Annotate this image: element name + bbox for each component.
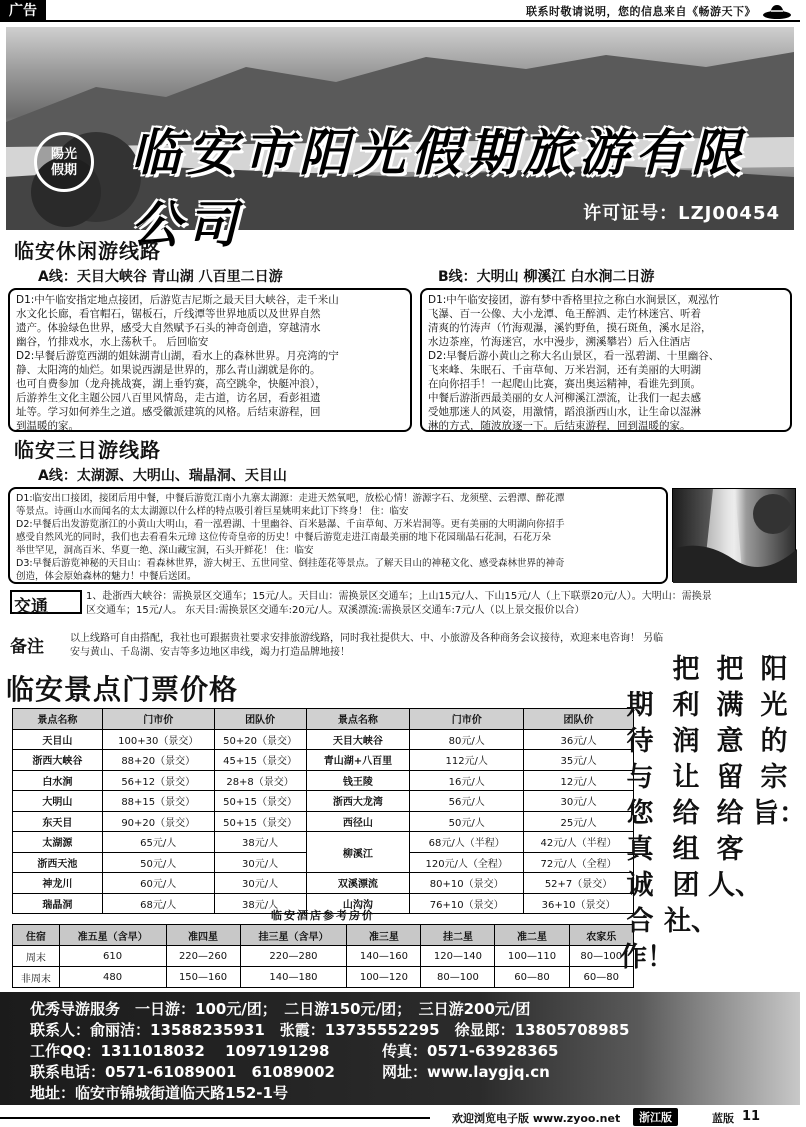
itinerary-line: 清爽的竹涛声（竹海观瀑，溪钓野鱼，摸石斑鱼，溪水足浴， bbox=[428, 322, 712, 334]
table-cell: 112元/人 bbox=[410, 750, 524, 771]
table-cell: 神龙川 bbox=[13, 873, 103, 894]
table-cell: 大明山 bbox=[13, 791, 103, 812]
itinerary-line: D2:早餐后游小黄山之称大名山景区，看一泓碧湖、十里幽谷、 bbox=[428, 350, 720, 362]
table-cell: 浙西大峡谷 bbox=[13, 750, 103, 771]
table-cell: 80+10（景交） bbox=[410, 873, 524, 894]
transport-line: 区交通车；15元/人。 东天目:需换景区交通车:20元/人。双溪漂流:需换景区交通车:7元/人（以上景交报价以合） bbox=[86, 605, 585, 616]
table-cell: 非周末 bbox=[13, 967, 60, 988]
table-cell: 220—280 bbox=[240, 946, 347, 967]
table-row bbox=[13, 770, 634, 791]
slogan-column: 把满意留给客人、 bbox=[708, 654, 762, 901]
phone-numbers: 联系电话：0571-61089001 61089002 bbox=[30, 1063, 335, 1081]
itinerary-line: 也可自费参加（龙舟挑战赛，湖上垂钓赛，高空跳伞，快艇冲浪）， bbox=[16, 378, 326, 390]
table-cell: 50元/人 bbox=[410, 811, 524, 832]
itinerary-line: 创造，体会原始森林的魅力！中餐后送团。 bbox=[16, 571, 197, 582]
itinerary-line: 址等。学习如何养生之道。感受徽派建筑的风格。后结束游程，回 bbox=[16, 406, 321, 418]
table-cell: 浙西大龙湾 bbox=[306, 791, 410, 812]
column-header: 挂三星（含早） bbox=[240, 925, 347, 946]
itinerary-line: 举世罕见，洞高百米、华夏一绝、深山藏宝洞，石头开鲜花！ 住：临安 bbox=[16, 545, 314, 556]
itinerary-line: 飞来峰、朱眠石、千亩草甸、万米岩洞，还有美丽的大明湖 bbox=[428, 364, 701, 376]
table-cell: 天目大峡谷 bbox=[306, 729, 410, 750]
route-b-itinerary bbox=[420, 288, 792, 432]
company-logo bbox=[34, 132, 94, 192]
route-a-title: A线：天目大峡谷 青山湖 八百里二日游 bbox=[38, 269, 283, 285]
table-cell: 25元/人 bbox=[524, 811, 634, 832]
table-cell: 天目山 bbox=[13, 729, 103, 750]
table-cell: 50+20（景交） bbox=[214, 729, 306, 750]
notes-label: 备注 bbox=[10, 637, 44, 657]
ticket-prices-title: 临安景点门票价格 bbox=[6, 673, 239, 706]
itinerary-line: 水边茶座，竹海迷宫，水中漫步，溯溪攀岩）后入住酒店 bbox=[428, 336, 691, 348]
table-cell: 76+10（景交） bbox=[410, 893, 524, 914]
page-number: 11 bbox=[742, 1109, 761, 1124]
table-cell: 150—160 bbox=[166, 967, 240, 988]
column-header: 团队价 bbox=[524, 709, 634, 730]
work-qq: 工作QQ：1311018032 1097191298 bbox=[30, 1042, 330, 1060]
logo-text-bottom: 假期 bbox=[50, 163, 77, 178]
table-cell: 38元/人 bbox=[214, 893, 306, 914]
table-cell: 120—140 bbox=[421, 946, 495, 967]
table-cell: 35元/人 bbox=[524, 750, 634, 771]
itinerary-line: 静、太阳湾的灿烂。如果说西湖是世界的，那么青山湖就是你的。 bbox=[16, 364, 321, 376]
table-cell: 88+20（景交） bbox=[102, 750, 214, 771]
itinerary-line: D1:中午临安接团，游有梦中香格里拉之称白水涧景区，观泓竹 bbox=[428, 294, 720, 306]
table-cell: 610 bbox=[59, 946, 166, 967]
table-cell: 30元/人 bbox=[524, 791, 634, 812]
table-cell: 28+8（景交） bbox=[214, 770, 306, 791]
table-cell: 100—110 bbox=[495, 946, 569, 967]
column-header: 农家乐 bbox=[569, 925, 634, 946]
notes-line: 以上线路可自由搭配，我社也可跟据贵社要求安排旅游线路，同时我社提供大、中、小旅游及各种商务会议接待，欢迎来电咨询！ 另临 bbox=[70, 633, 664, 644]
itinerary-line: 感受自然风光的同时，我们也去看看朱元璋 这位传奇皇帝的历史！中餐后游览走进江南最美丽的地下花园瑞晶石花洞，石花万朵 bbox=[16, 532, 552, 543]
table-cell: 140—180 bbox=[240, 967, 347, 988]
license-number: 许可证号：LZJ00454 bbox=[583, 203, 780, 224]
itinerary-line: D3:早餐后游览神秘的天目山：看森林世界，游大树王、五世同堂、倒挂莲花等景点。了解天目山的神秘文化、感受森林世界的神奇 bbox=[16, 558, 565, 569]
itinerary-line: D1:临安出口接团，接团后用中餐，中餐后游览江南小九寨太湖源：走进天然氧吧，放松心情！游源字石、龙须壁、云碧潭、醉花潭 bbox=[16, 493, 565, 504]
fax-number: 传真：0571-63928365 bbox=[382, 1042, 559, 1060]
column-header: 门市价 bbox=[410, 709, 524, 730]
three-day-routes-title: 临安三日游线路 bbox=[14, 438, 161, 462]
slogan-column: 期待与您真诚合作！ bbox=[620, 690, 674, 973]
itinerary-line: 飞瀑、百一公像、大小龙潭、龟王醉洒、走竹林迷宫、听着 bbox=[428, 308, 701, 320]
table-cell: 65元/人 bbox=[102, 832, 214, 853]
table-cell: 白水涧 bbox=[13, 770, 103, 791]
table-cell: 瑞晶洞 bbox=[13, 893, 103, 914]
hotel-prices-title: 临安酒店参考房价 bbox=[271, 909, 375, 922]
table-cell: 50+15（景交） bbox=[214, 811, 306, 832]
leisure-routes-title: 临安休闲游线路 bbox=[14, 239, 161, 263]
table-cell: 西径山 bbox=[306, 811, 410, 832]
column-header: 团队价 bbox=[214, 709, 306, 730]
column-header: 挂二星 bbox=[421, 925, 495, 946]
column-header: 准四星 bbox=[166, 925, 240, 946]
company-name: 临安市阳光假期旅游有限公司 bbox=[131, 123, 747, 254]
table-cell: 浙西天池 bbox=[13, 852, 103, 873]
table-cell: 68元/人（半程） bbox=[410, 832, 524, 853]
itinerary-line: 幽谷，竹排戏水，水上荡秋千。 后回临安 bbox=[16, 336, 209, 348]
hat-icon bbox=[762, 2, 792, 20]
table-cell: 东天目 bbox=[13, 811, 103, 832]
source-note: 联系时敬请说明，您的信息来自《畅游天下》 bbox=[526, 5, 756, 18]
itinerary-line: 遗产。体验绿色世界，感受大自然赋予石头的神奇创造，穿越清水 bbox=[16, 322, 321, 334]
slogan-column: 把利润让给组团社、 bbox=[664, 654, 718, 937]
divider bbox=[0, 1117, 430, 1119]
bottom-bar bbox=[0, 1108, 800, 1127]
contact-persons: 联系人：俞丽洁：13588235931 张霞：13735552295 徐显郎：13805708985 bbox=[30, 1021, 630, 1039]
table-cell: 72元/人（全程） bbox=[524, 852, 634, 873]
page-tag: 蓝版 bbox=[712, 1112, 734, 1125]
table-row bbox=[13, 729, 634, 750]
table-cell: 16元/人 bbox=[410, 770, 524, 791]
table-cell: 80元/人 bbox=[410, 729, 524, 750]
table-cell: 50+15（景交） bbox=[214, 791, 306, 812]
table-cell: 36元/人 bbox=[524, 729, 634, 750]
transport-info bbox=[86, 590, 794, 618]
itinerary-line: 淋的方式，随波放逐一下。后结束游程，回到温暖的家。 bbox=[428, 420, 691, 432]
itinerary-line: 后游养生文化主题公园八百里风情岛，走古道，访名居，看彭祖遗 bbox=[16, 392, 321, 404]
column-header: 准二星 bbox=[495, 925, 569, 946]
itinerary-line: 到温暖的家。 bbox=[16, 420, 79, 432]
hotel-price-table bbox=[12, 924, 634, 988]
itinerary-line: 受她那迷人的风姿，用激情，蹈浪浙西山水，让生命以湿淋 bbox=[428, 406, 701, 418]
table-row bbox=[13, 946, 634, 967]
slogan-column: 阳光的宗旨： bbox=[752, 654, 806, 829]
table-cell: 60—80 bbox=[569, 967, 634, 988]
table-cell: 42元/人（半程） bbox=[524, 832, 634, 853]
itinerary-line: D1:中午临安指定地点接团，后游览吉尼斯之最天目大峡谷，走千米山 bbox=[16, 294, 339, 306]
table-cell: 80—100 bbox=[421, 967, 495, 988]
itinerary-line: 水文化长廊，看官帽石，锯板石，斤线潭等世界地质以及世界自然 bbox=[16, 308, 321, 320]
three-day-route-a-title: A线：太湖源、大明山、瑞晶洞、天目山 bbox=[38, 468, 287, 484]
address: 地址：临安市锦城街道临天路152-1号 bbox=[30, 1084, 288, 1102]
table-cell: 钱王陵 bbox=[306, 770, 410, 791]
table-cell: 90+20（景交） bbox=[102, 811, 214, 832]
contact-footer bbox=[0, 992, 800, 1105]
table-cell: 100—120 bbox=[347, 967, 421, 988]
table-row bbox=[13, 832, 634, 853]
table-cell: 80—100 bbox=[569, 946, 634, 967]
table-header-row bbox=[13, 925, 634, 946]
waterfall-image bbox=[673, 489, 797, 583]
table-cell: 太湖源 bbox=[13, 832, 103, 853]
itinerary-line: D2:早餐后游览西湖的姐妹湖青山湖，看水上的森林世界。月亮湾的宁 bbox=[16, 350, 339, 362]
table-row bbox=[13, 873, 634, 894]
table-cell: 60—80 bbox=[495, 967, 569, 988]
column-header: 准三星 bbox=[347, 925, 421, 946]
ticket-price-table bbox=[12, 708, 634, 914]
waterfall-photo bbox=[672, 488, 796, 582]
table-cell: 56+12（景交） bbox=[102, 770, 214, 791]
table-cell: 56元/人 bbox=[410, 791, 524, 812]
table-cell: 60元/人 bbox=[102, 873, 214, 894]
table-row bbox=[13, 791, 634, 812]
itinerary-line: D2:早餐后出发游览浙江的小黄山大明山，看一泓碧湖、十里幽谷、百米悬瀑、千亩草甸、万米岩洞等。更有美丽的大明湖向你招手 bbox=[16, 519, 565, 530]
welcome-text: 欢迎浏览电子版 www.zyoo.net bbox=[452, 1112, 621, 1125]
table-cell: 68元/人 bbox=[102, 893, 214, 914]
table-row bbox=[13, 811, 634, 832]
table-cell: 双溪漂流 bbox=[306, 873, 410, 894]
table-cell: 220—260 bbox=[166, 946, 240, 967]
table-cell: 周末 bbox=[13, 946, 60, 967]
column-header: 住宿 bbox=[13, 925, 60, 946]
table-cell: 38元/人 bbox=[214, 832, 306, 853]
table-cell: 100+30（景交） bbox=[102, 729, 214, 750]
table-cell: 120元/人（全程） bbox=[410, 852, 524, 873]
three-day-itinerary bbox=[8, 487, 668, 584]
column-header: 准五星（含早） bbox=[59, 925, 166, 946]
column-header: 门市价 bbox=[102, 709, 214, 730]
logo-text-top: 陽光 bbox=[50, 147, 77, 162]
table-cell: 36+10（景交） bbox=[524, 893, 634, 914]
route-b-title: B线：大明山 柳溪江 白水涧二日游 bbox=[438, 269, 655, 285]
table-cell: 山沟沟 bbox=[306, 893, 410, 914]
notes-line: 安与黄山、千岛湖、安吉等多边地区串线，竭力打造品牌地接！ bbox=[70, 647, 350, 658]
guide-service-prices: 优秀导游服务 一日游：100元/团； 二日游150元/团； 三日游200元/团 bbox=[30, 1000, 531, 1018]
itinerary-line: 等景点。诗画山水而闻名的太太湖源以什么样的特点吸引着巨星姚明来此订下终身！ 住：临安 bbox=[16, 506, 409, 517]
table-header-row bbox=[13, 709, 634, 730]
table-cell: 480 bbox=[59, 967, 166, 988]
table-row bbox=[13, 967, 634, 988]
table-cell: 青山湖+八百里 bbox=[306, 750, 410, 771]
table-cell: 52+7（景交） bbox=[524, 873, 634, 894]
table-cell: 30元/人 bbox=[214, 852, 306, 873]
table-cell: 140—160 bbox=[347, 946, 421, 967]
itinerary-line: 中餐后游浙西最美丽的女人河柳溪江漂流，让我们一起去感 bbox=[428, 392, 701, 404]
edition-badge: 浙江版 bbox=[633, 1108, 678, 1126]
column-header: 景点名称 bbox=[13, 709, 103, 730]
table-cell: 45+15（景交） bbox=[214, 750, 306, 771]
transport-line: 1、赴浙西大峡谷：需换景区交通车；15元/人。天目山：需换景区交通车；上山15元/人、下山15元/人（上下联票20元/人）。大明山：需换景 bbox=[86, 591, 712, 602]
table-cell: 12元/人 bbox=[524, 770, 634, 791]
table-cell: 柳溪江 bbox=[306, 832, 410, 873]
table-cell: 50元/人 bbox=[102, 852, 214, 873]
route-a-itinerary bbox=[8, 288, 412, 432]
column-header: 景点名称 bbox=[306, 709, 410, 730]
table-cell: 30元/人 bbox=[214, 873, 306, 894]
table-row bbox=[13, 750, 634, 771]
top-bar bbox=[0, 0, 800, 22]
ad-label: 广告 bbox=[0, 0, 46, 22]
transport-label: 交通 bbox=[10, 590, 82, 614]
website: 网址：www.laygjq.cn bbox=[382, 1063, 550, 1081]
itinerary-line: 在向你招手！一起爬山比赛，赛出奥运精神，看谁先到顶。 bbox=[428, 378, 701, 390]
table-cell: 88+15（景交） bbox=[102, 791, 214, 812]
